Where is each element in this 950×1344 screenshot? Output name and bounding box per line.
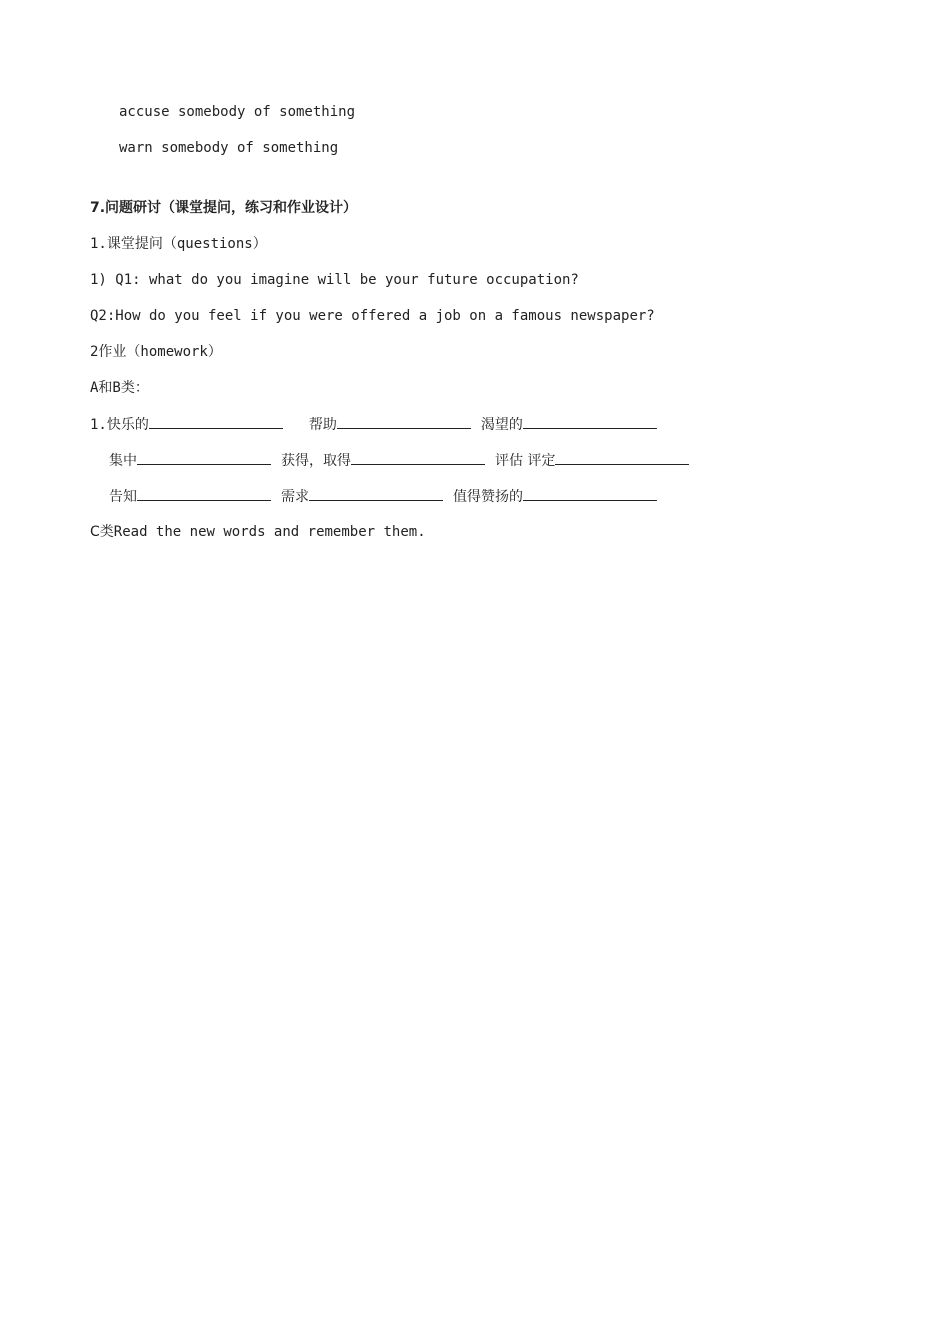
vocab-row-1-prefix: 1.	[90, 417, 107, 433]
vocab-row-2	[109, 450, 709, 471]
fill-blank[interactable]	[309, 486, 443, 501]
vocab-term: 值得赞扬的	[453, 489, 523, 505]
fill-blank[interactable]	[351, 450, 485, 465]
question-2: Q2:How do you feel if you were offered a job on a famous newspaper?	[90, 308, 655, 324]
c-label: C类	[90, 524, 114, 540]
phrase-warn: warn somebody of something	[119, 140, 339, 156]
vocab-term: 快乐的	[106, 417, 149, 433]
c-text: Read the new words and remember them.	[113, 524, 426, 540]
fill-blank[interactable]	[137, 450, 271, 465]
vocab-term: 渴望的	[480, 417, 523, 433]
questions-title: 1.课堂提问（questions）	[90, 236, 267, 252]
fill-blank[interactable]	[555, 450, 689, 465]
fill-blank[interactable]	[149, 414, 283, 429]
vocab-term: 集中	[109, 453, 137, 469]
phrase-accuse: accuse somebody of something	[119, 104, 356, 120]
fill-blank[interactable]	[523, 486, 657, 501]
c-category-line	[90, 522, 426, 542]
section-heading: 7.问题研讨（课堂提问，练习和作业设计）	[90, 200, 358, 216]
vocab-row-3	[109, 486, 677, 507]
vocab-term: 评估 评定	[495, 453, 556, 469]
fill-blank[interactable]	[137, 486, 271, 501]
ab-label: A和B类：	[90, 380, 149, 396]
vocab-row-1	[90, 414, 677, 435]
question-1: 1) Q1: what do you imagine will be your future occupation?	[90, 272, 579, 288]
vocab-term: 帮助	[308, 417, 337, 433]
vocab-term: 需求	[281, 489, 309, 505]
vocab-term: 获得，取得	[281, 453, 351, 469]
vocab-term: 告知	[109, 489, 137, 505]
homework-title: 2作业（homework）	[90, 344, 222, 360]
fill-blank[interactable]	[523, 414, 657, 429]
fill-blank[interactable]	[337, 414, 471, 429]
